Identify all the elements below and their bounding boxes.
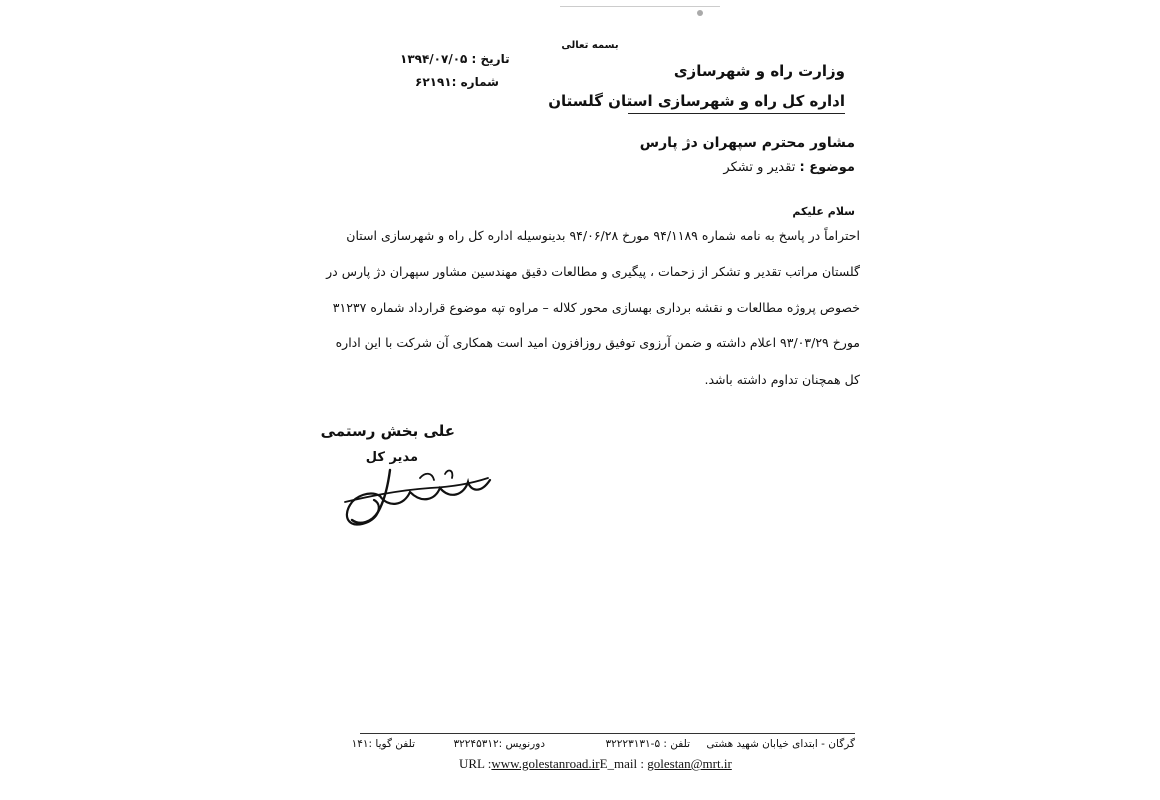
office-name: اداره کل راه و شهرسازی استان گلستان: [548, 92, 845, 110]
footer-web: [459, 756, 732, 772]
email-link[interactable]: golestan@mrt.ir: [647, 756, 732, 771]
letter-number: شماره :۶۲۱۹۱: [415, 75, 499, 89]
subject-text: تقدیر و تشکر: [723, 160, 796, 175]
signer-position: مدیر کل: [365, 450, 418, 465]
email-label: E_mail :: [599, 756, 644, 771]
footer-address: گرگان - ابتدای خیابان شهید هشتی: [706, 738, 855, 750]
recipient-line: مشاور محترم سپهران دژ پارس: [639, 135, 855, 151]
subject-line: [723, 160, 855, 175]
ministry-name: وزارت راه و شهرسازی: [673, 62, 845, 80]
footer-fax: دورنویس :۳۲۲۴۵۳۱۲: [453, 738, 545, 750]
url-label: URL :: [459, 756, 492, 771]
footer-mobile-phone: تلفن گویا :۱۴۱: [351, 738, 415, 750]
footer-phone: تلفن : ۵-۳۲۲۲۳۱۳۱: [605, 738, 690, 750]
signer-name: علی بخش رستمی: [320, 422, 455, 440]
body-line-4: مورخ ۹۳/۰۳/۲۹ اعلام داشته و ضمن آرزوی توفیق روزافزون امید است همکاری آن شرکت با این اداره: [335, 335, 860, 350]
body-line-2: گلستان مراتب تقدیر و تشکر از زحمات ، پیگیری و مطالعات دقیق مهندسین مشاور سپهران دژ پارس در: [326, 264, 860, 279]
letter-date: تاریخ : ۱۳۹۴/۰۷/۰۵: [400, 52, 510, 66]
scan-speck: [697, 10, 703, 16]
scan-edge-mark: [560, 0, 720, 7]
body-line-3: خصوص پروژه مطالعات و نقشه برداری بهسازی محور کلاله – مراوه تپه موضوع قرارداد شماره ۳۱۲۳۷: [332, 300, 860, 315]
bismillah-heading: بسمه تعالی: [561, 40, 619, 51]
website-link[interactable]: www.golestanroad.ir: [491, 756, 600, 771]
office-underline: [628, 113, 845, 114]
body-line-1: احتراماً در پاسخ به نامه شماره ۹۴/۱۱۸۹ مورخ ۹۴/۰۶/۲۸ بدینوسیله اداره کل راه و شهرسازی استان: [346, 228, 860, 243]
subject-label: موضوع :: [799, 160, 855, 175]
footer-divider: [360, 733, 855, 734]
handwritten-signature-icon: [330, 460, 500, 540]
greeting: سلام علیکم: [792, 205, 855, 218]
body-line-5: کل همچنان تداوم داشته باشد.: [704, 372, 860, 387]
